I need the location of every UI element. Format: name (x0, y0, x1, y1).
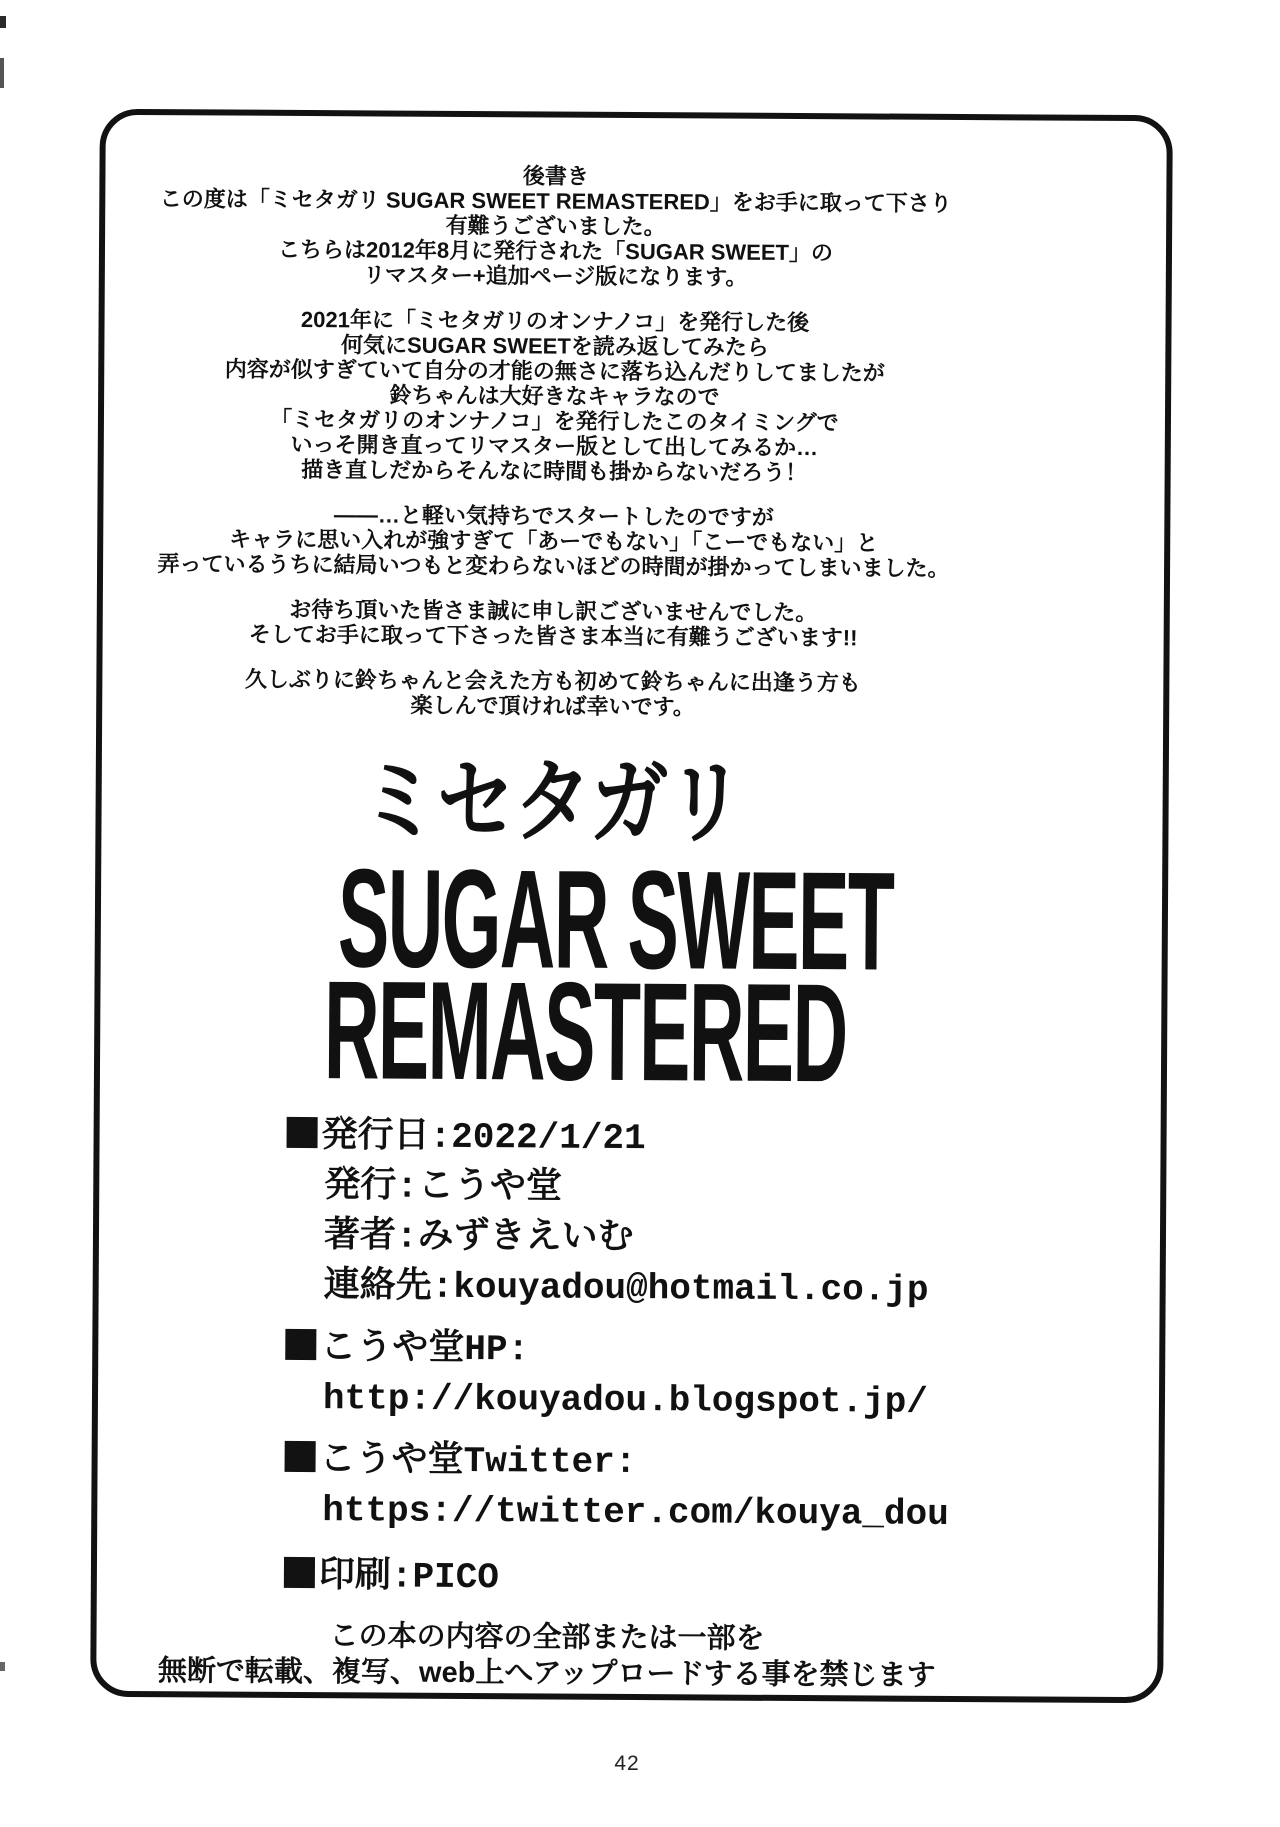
afterword-line: ——…と軽い気持ちでスタートしたのですが (333, 502, 774, 530)
afterword-line: この度は「ミセタガリ SUGAR SWEET REMASTERED」をお手に取って下さり (159, 186, 952, 216)
afterword-line: 久しぶりに鈴ちゃんと会えた方も初めて鈴ちゃんに出逢う方も (244, 666, 861, 696)
afterword-line: リマスター+追加ページ版になります。 (363, 262, 748, 290)
afterword-line: 内容が似すぎていて自分の才能の無さに落ち込んだりしてましたが (224, 356, 885, 386)
afterword-line: いっそ開き直ってリマスター版として出してみるか… (290, 431, 819, 461)
afterword-line: そしてお手に取って下さった皆さま本当に有難うございます!! (248, 621, 858, 651)
publisher-line: 発行:こうや堂 (324, 1166, 563, 1209)
scan-speck (0, 16, 6, 28)
page-number: 42 (614, 1752, 640, 1775)
afterword-line: 描き直しだからそんなに時間も掛からないだろう！ (301, 456, 808, 486)
afterword-line: お待ち頂いた皆さま誠に申し訳ございませんでした。 (289, 596, 818, 626)
scan-speck (0, 58, 4, 88)
afterword-heading: 後書き (522, 163, 590, 189)
printer-line: 印刷:PICO (284, 1552, 988, 1606)
afterword-line: 鈴ちゃんは大好きなキャラなので (389, 382, 720, 410)
page-content (96, 115, 1167, 1697)
afterword-line: 何気にSUGAR SWEETを読み返してみたら (340, 332, 769, 360)
book-title-latin-line1: SUGAR SWEET (337, 839, 894, 1000)
colophon-section (107, 1111, 991, 1606)
publication-date-line: 発行日:2022/1/21 (286, 1112, 990, 1166)
afterword-line: 楽しんで頂ければ幸いです。 (410, 692, 695, 720)
author-line: 著者:みずきえいむ (323, 1216, 634, 1260)
afterword-line: 「ミセタガリのオンナノコ」を発行したこのタイミングで (270, 406, 839, 436)
scan-speck (0, 1662, 5, 1671)
black-square-icon (287, 1117, 318, 1148)
black-square-icon (285, 1441, 316, 1472)
black-square-icon (285, 1329, 316, 1360)
notice-line: この本の内容の全部または一部を (329, 1620, 765, 1655)
contact-email-line: 連絡先:kouyadou@hotmail.co.jp (323, 1266, 929, 1311)
black-square-icon (284, 1557, 315, 1588)
page-border-frame (90, 109, 1173, 1704)
afterword-line: こちらは2012年8月に発行された「SUGAR SWEET」の (277, 236, 834, 266)
twitter-url: https://twitter.com/kouya_dou (322, 1490, 949, 1535)
afterword-section (112, 161, 996, 721)
afterword-line: 弄っているうちに結局いつもと変わらないほどの時間が掛かってしまいました。 (157, 551, 950, 581)
homepage-url: http://kouyadou.blogspot.jp/ (322, 1378, 929, 1423)
twitter-label-line: こうや堂Twitter: (284, 1436, 988, 1490)
copyright-notice (106, 1617, 987, 1694)
afterword-line: 有難うございました。 (445, 212, 666, 240)
notice-line: 無断で転載、複写、web上へアップロードする事を禁じます (157, 1655, 936, 1692)
afterword-line: 2021年に「ミセタガリのオンナノコ」を発行した後 (300, 306, 810, 336)
afterword-line: キャラに思い入れが強すぎて「あーでもない」「こーでもない」と (229, 526, 879, 556)
book-title-katakana: ミセタガリ (360, 750, 744, 855)
homepage-label-line: こうや堂HP: (285, 1324, 989, 1378)
book-title-latin-line2: REMASTERED (323, 951, 848, 1112)
